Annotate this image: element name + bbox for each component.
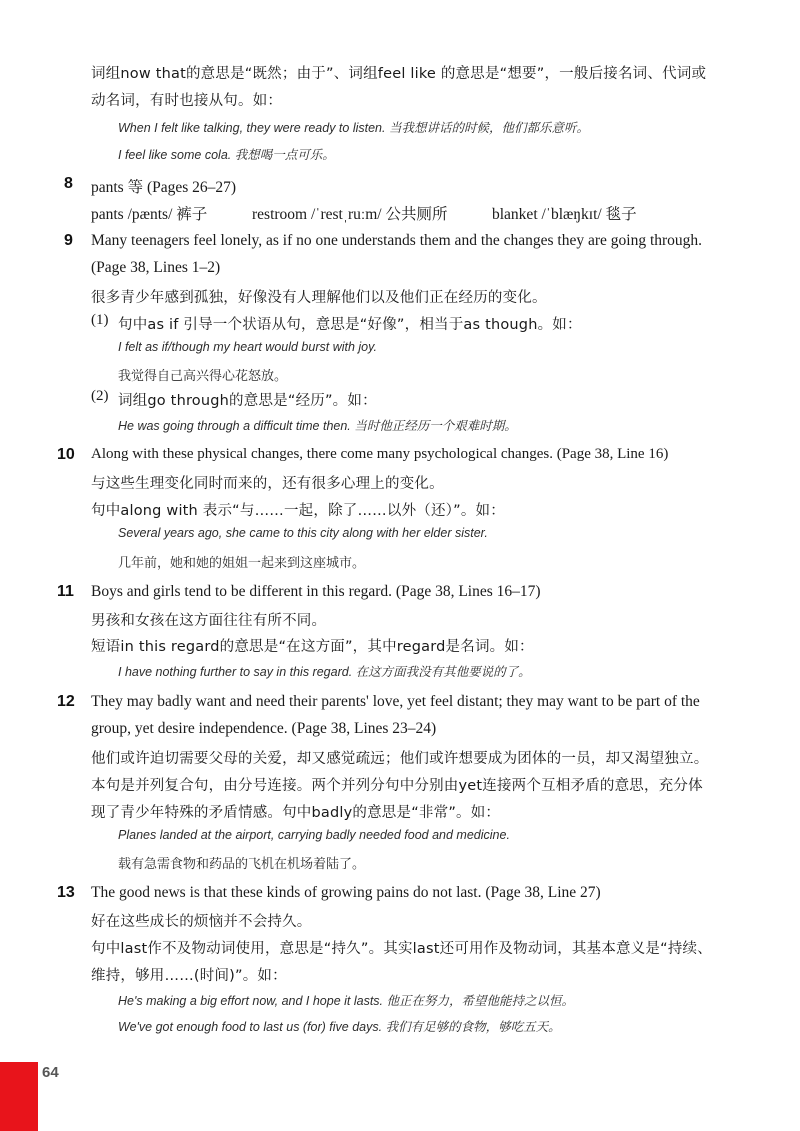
example-sentence: I feel like some cola. 我想喝一点可乐。: [118, 148, 335, 162]
example-sentence: He was going through a difficult time then. 当时他正经历一个艰难时期。: [118, 419, 517, 433]
item-heading: Boys and girls tend to be different in this regard. (Page 38, Lines 16–17): [91, 583, 541, 600]
example-sentence: We've got enough food to last us (for) five days. 我们有足够的食物，够吃五天。: [118, 1020, 561, 1034]
translation: 很多青少年感到孤独，好像没有人理解他们以及他们正在经历的变化。: [91, 290, 547, 306]
intro-line: 词组now that的意思是“既然；由于”、词组feel like 的意思是“想要”，一般后接名词、代词或: [91, 66, 707, 82]
item-number: 10: [57, 446, 75, 463]
item-heading: Many teenagers feel lonely, as if no one understands them and the changes they are going through.: [91, 232, 703, 249]
item-heading: group, yet desire independence. (Page 38, Lines 23–24): [91, 720, 437, 737]
note: 短语in this regard的意思是“在这方面”，其中regard是名词。如：: [91, 639, 534, 655]
item-number: 8: [64, 175, 73, 192]
note: 句中as if 引导一个状语从句，意思是“好像”，相当于as though。如：: [118, 317, 582, 333]
note: 句中last作不及物动词使用，意思是“持久”。其实last还可用作及物动词，其基本意义是“持续、: [91, 941, 712, 957]
item-number: 13: [57, 884, 75, 901]
note: 本句是并列复合句，由分号连接。两个并列分句中分别由yet连接两个互相矛盾的意思，充分体: [91, 778, 703, 794]
vocab-entry: restroom /ˈrestˌruːm/ 公共厕所: [252, 206, 448, 223]
intro-line: 动名词，有时也接从句。如：: [91, 93, 283, 109]
sub-label: (1): [91, 312, 109, 328]
vocab-entry: blanket /ˈblæŋkɪt/ 毯子: [492, 206, 637, 223]
item-heading: pants 等 (Pages 26–27): [91, 179, 237, 196]
example-sentence: When I felt like talking, they were ready to listen. 当我想讲话的时候，他们都乐意听。: [118, 121, 589, 135]
vocab-entry: pants /pænts/ 裤子: [91, 206, 208, 223]
item-number: 9: [64, 232, 73, 249]
item-number: 11: [57, 583, 74, 600]
note: 现了青少年特殊的矛盾情感。句中badly的意思是“非常”。如：: [91, 805, 501, 821]
translation: 好在这些成长的烦恼并不会持久。: [91, 914, 312, 930]
item-heading: They may badly want and need their parents' love, yet feel distant; they may want to be part of the: [91, 693, 700, 710]
note: 句中along with 表示“与……一起，除了……以外（还）”。如：: [91, 503, 505, 519]
note: 词组go through的意思是“经历”。如：: [118, 393, 377, 409]
translation: 男孩和女孩在这方面往往有所不同。: [91, 613, 327, 629]
item-heading: Along with these physical changes, there come many psychological changes. (Page 38, Line 16): [91, 446, 669, 462]
note: 维持，够用……(时间)”。如：: [91, 968, 287, 984]
item-heading: The good news is that these kinds of growing pains do not last. (Page 38, Line 27): [91, 884, 601, 901]
example-sentence: I have nothing further to say in this regard. 在这方面我没有其他要说的了。: [118, 665, 531, 679]
page-accent-bar: [0, 1062, 38, 1131]
example-sentence: I felt as if/though my heart would burst with joy.: [118, 340, 377, 354]
example-sentence: 几年前，她和她的姐姐一起来到这座城市。: [118, 556, 366, 571]
example-sentence: 载有急需食物和药品的飞机在机场着陆了。: [118, 857, 366, 872]
example-sentence: He's making a big effort now, and I hope it lasts. 他正在努力，希望他能持之以恒。: [118, 994, 575, 1008]
sub-label: (2): [91, 388, 109, 404]
item-heading: (Page 38, Lines 1–2): [91, 259, 221, 276]
translation: 与这些生理变化同时而来的，还有很多心理上的变化。: [91, 476, 444, 492]
page-number: 64: [42, 1064, 59, 1081]
example-sentence: Planes landed at the airport, carrying badly needed food and medicine.: [118, 828, 510, 842]
translation: 他们或许迫切需要父母的关爱，却又感觉疏远；他们或许想要成为团体的一员，却又渴望独立。: [91, 751, 709, 767]
example-sentence: 我觉得自己高兴得心花怒放。: [118, 369, 288, 384]
example-sentence: Several years ago, she came to this city along with her elder sister.: [118, 526, 488, 540]
item-number: 12: [57, 693, 75, 710]
